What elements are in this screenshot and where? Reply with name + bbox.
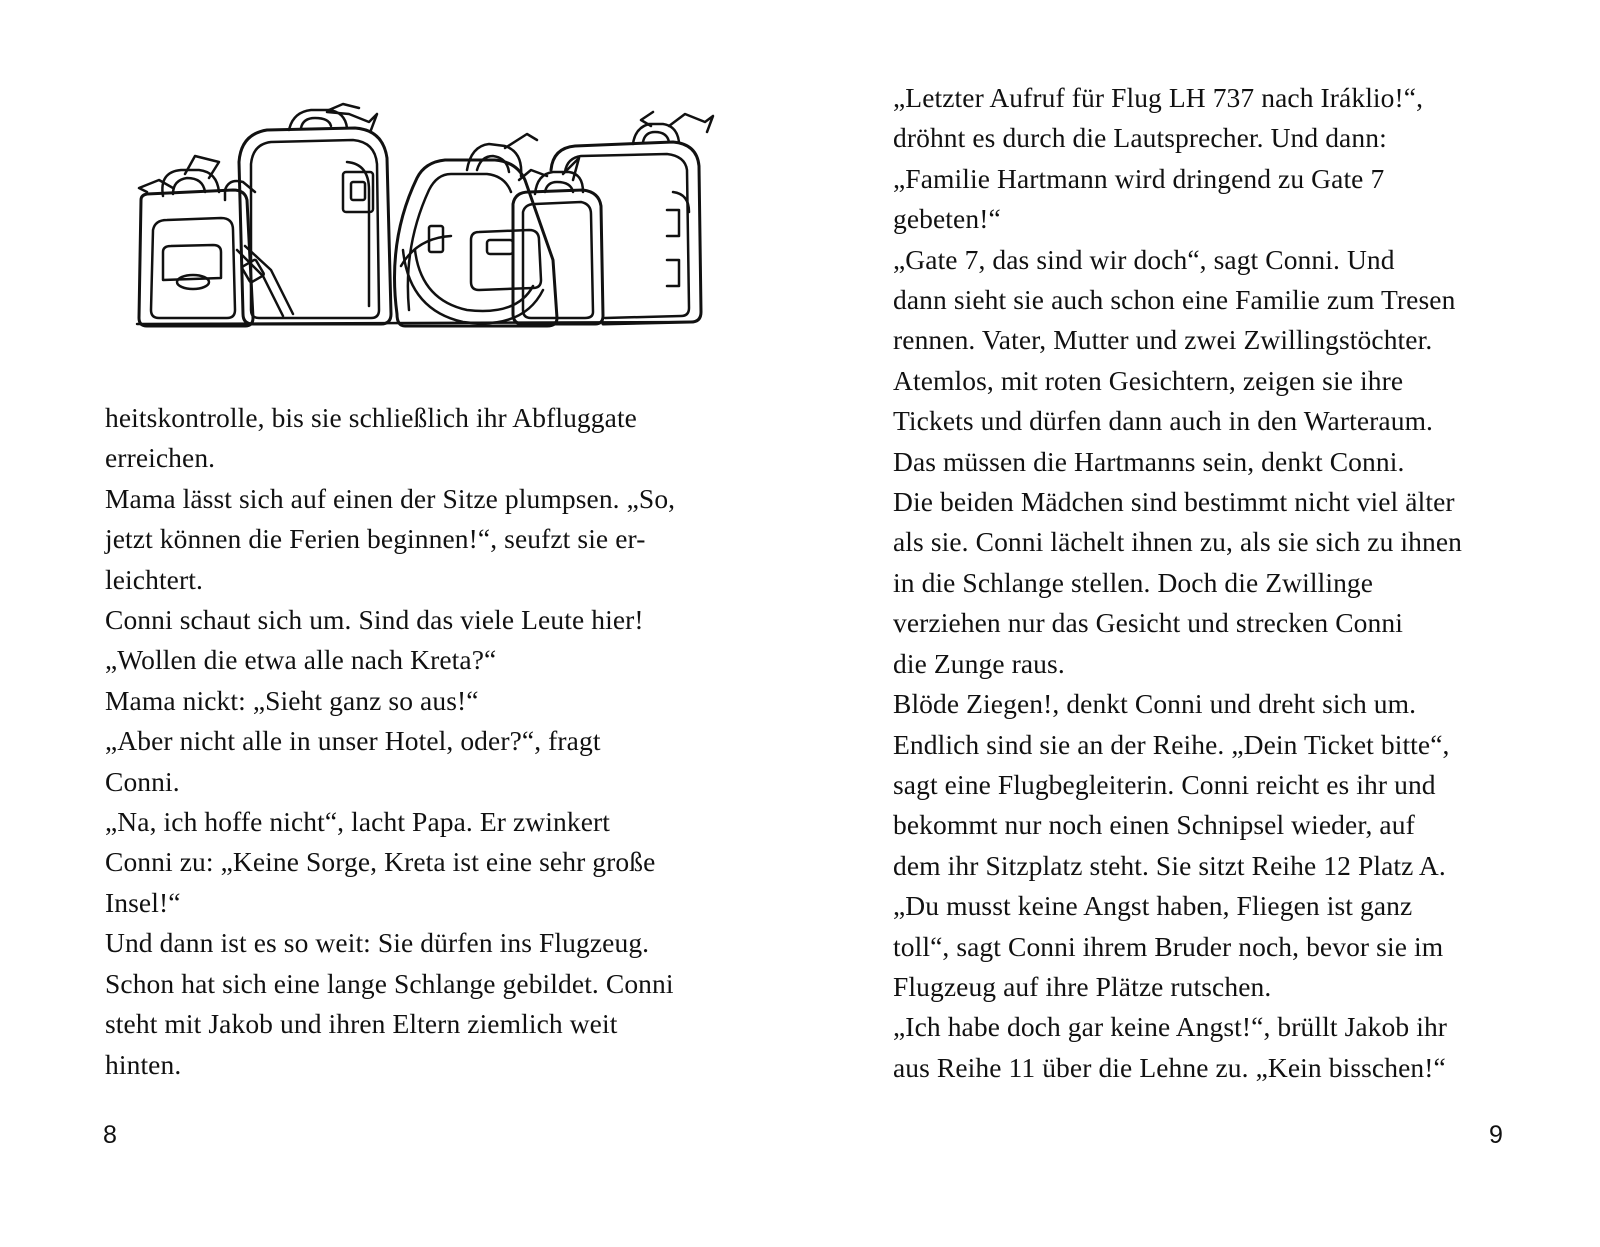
duffel-bag-icon (395, 134, 558, 326)
text-line: jetzt können die Ferien beginnen!“, seufzt sie er- (105, 523, 646, 555)
text-line: verziehen nur das Gesicht und strecken Conni (893, 607, 1403, 639)
right-suitcase-icon (551, 112, 713, 324)
text-line: Blöde Ziegen!, denkt Conni und dreht sich um. (893, 688, 1417, 720)
right-page-text (893, 78, 1553, 1088)
text-line: Insel!“ (105, 886, 181, 918)
tall-suitcase-icon (239, 104, 391, 324)
text-line: gebeten!“ (893, 203, 1001, 235)
text-line: als sie. Conni lächelt ihnen zu, als sie sich zu ihnen (893, 526, 1463, 558)
text-line: Endlich sind sie an der Reihe. „Dein Ticket bitte“, (893, 728, 1450, 760)
text-line: „Letzter Aufruf für Flug LH 737 nach Iráklio!“, (893, 82, 1424, 113)
text-line: rennen. Vater, Mutter und zwei Zwillingstöchter. (893, 324, 1433, 356)
text-line: aus Reihe 11 über die Lehne zu. „Kein bisschen!“ (893, 1051, 1446, 1083)
text-line: Tickets und dürfen dann auch in den Warteraum. (893, 405, 1434, 437)
text-line: „Na, ich hoffe nicht“, lacht Papa. Er zwinkert (105, 806, 610, 838)
page-number-right: 9 (1489, 1121, 1503, 1149)
text-line: steht mit Jakob und ihren Eltern ziemlich weit (105, 1008, 618, 1040)
backpack-suitcase-icon (139, 156, 293, 326)
text-line: hinten. (105, 1048, 182, 1080)
text-line: in die Schlange stellen. Doch die Zwillinge (893, 566, 1374, 598)
text-line: dann sieht sie auch schon eine Familie zum Tresen (893, 284, 1456, 316)
page-number-left: 8 (103, 1121, 117, 1149)
text-line: Schon hat sich eine lange Schlange gebildet. Conni (105, 967, 674, 999)
text-line: Conni zu: „Keine Sorge, Kreta ist eine sehr große (105, 846, 656, 878)
text-line: Atemlos, mit roten Gesichtern, zeigen sie ihre (893, 364, 1404, 396)
text-line: Mama nickt: „Sieht ganz so aus!“ (105, 684, 479, 716)
text-line: Das müssen die Hartmanns sein, denkt Conni. (893, 445, 1405, 477)
text-line: bekommt nur noch einen Schnipsel wieder, auf (893, 809, 1415, 841)
text-line: „Wollen die etwa alle nach Kreta?“ (105, 644, 497, 676)
text-line: Conni schaut sich um. Sind das viele Leute hier! (105, 604, 644, 636)
text-line: „Aber nicht alle in unser Hotel, oder?“, fragt (105, 725, 601, 757)
text-line: Die beiden Mädchen sind bestimmt nicht viel älter (893, 486, 1455, 518)
text-line: „Familie Hartmann wird dringend zu Gate 7 (893, 162, 1385, 194)
right-page (800, 0, 1600, 1247)
text-line: erreichen. (105, 442, 216, 474)
text-line: dröhnt es durch die Lautsprecher. Und dann: (893, 122, 1387, 154)
suitcases-illustration (133, 100, 733, 340)
text-line: Conni. (105, 765, 180, 797)
text-line: sagt eine Flugbegleiterin. Conni reicht es ihr und (893, 768, 1436, 800)
left-page-text (105, 398, 755, 1085)
text-line: „Ich habe doch gar keine Angst!“, brüllt Jakob ihr (893, 1011, 1448, 1043)
text-line: die Zunge raus. (893, 647, 1065, 679)
text-line: „Du musst keine Angst haben, Fliegen ist ganz (893, 890, 1413, 922)
text-line: Und dann ist es so weit: Sie dürfen ins Flugzeug. (105, 927, 650, 959)
text-line: heitskontrolle, bis sie schließlich ihr Abfluggate (105, 402, 637, 433)
text-line: dem ihr Sitzplatz steht. Sie sitzt Reihe 12 Platz A. (893, 849, 1446, 881)
text-line: Mama lässt sich auf einen der Sitze plumpsen. „So, (105, 482, 676, 514)
text-line: leichtert. (105, 563, 203, 595)
text-line: toll“, sagt Conni ihrem Bruder noch, bevor sie im (893, 930, 1444, 962)
text-line: Flugzeug auf ihre Plätze rutschen. (893, 970, 1272, 1002)
text-line: „Gate 7, das sind wir doch“, sagt Conni. Und (893, 243, 1395, 275)
